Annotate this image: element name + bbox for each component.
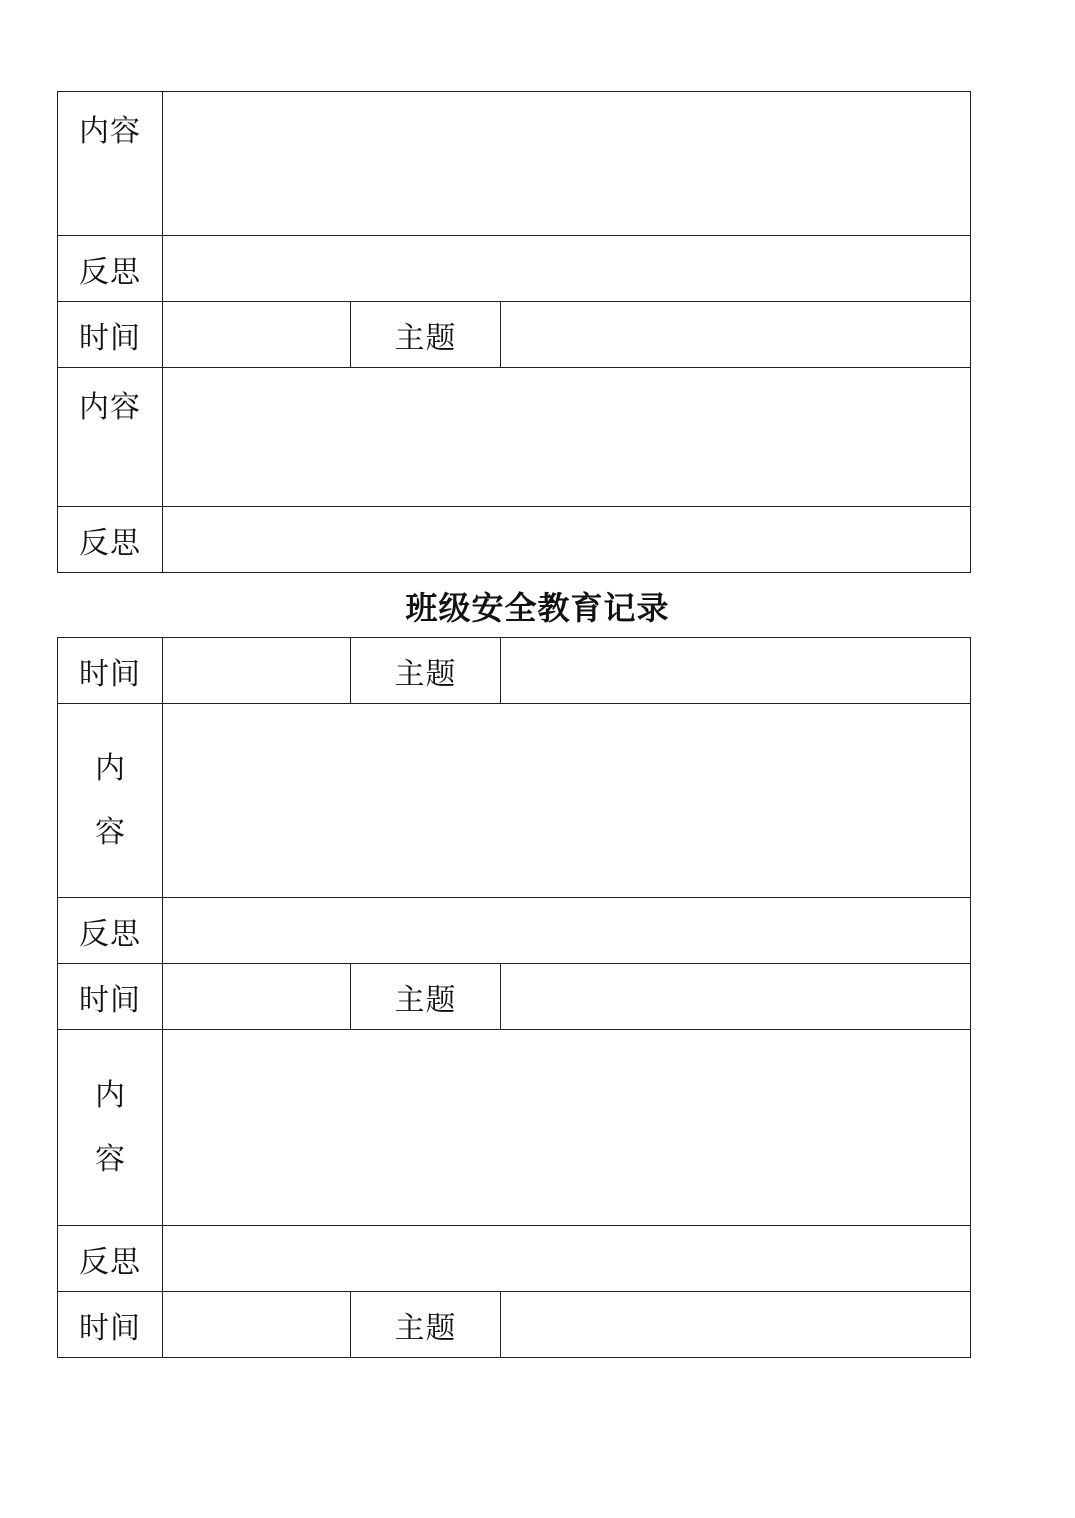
reflection-label: 反思 xyxy=(58,507,163,573)
content-field[interactable] xyxy=(163,92,971,236)
record-table-bottom xyxy=(57,637,971,1358)
content-label xyxy=(58,1030,163,1226)
content-label-char: 内 xyxy=(95,1077,125,1113)
reflection-field[interactable] xyxy=(163,898,971,964)
time-label: 时间 xyxy=(58,302,163,368)
time-field[interactable] xyxy=(163,638,351,704)
content-field[interactable] xyxy=(163,368,971,507)
topic-label: 主题 xyxy=(351,964,501,1030)
content-label: 内容 xyxy=(58,368,163,507)
reflection-label: 反思 xyxy=(58,1226,163,1292)
topic-field[interactable] xyxy=(501,638,971,704)
reflection-label: 反思 xyxy=(58,898,163,964)
time-field[interactable] xyxy=(163,1292,351,1358)
time-label: 时间 xyxy=(58,638,163,704)
content-label-char: 容 xyxy=(95,1141,125,1177)
content-label-char: 容 xyxy=(95,814,125,850)
content-field[interactable] xyxy=(163,1030,971,1226)
content-label: 内容 xyxy=(58,92,163,236)
reflection-field[interactable] xyxy=(163,507,971,573)
record-table-top xyxy=(57,91,971,573)
topic-label: 主题 xyxy=(351,1292,501,1358)
topic-field[interactable] xyxy=(501,1292,971,1358)
reflection-field[interactable] xyxy=(163,236,971,302)
content-field[interactable] xyxy=(163,704,971,898)
topic-label: 主题 xyxy=(351,638,501,704)
content-label-char: 内 xyxy=(95,750,125,786)
reflection-label: 反思 xyxy=(58,236,163,302)
document-title: 班级安全教育记录 xyxy=(405,589,670,627)
topic-label: 主题 xyxy=(351,302,501,368)
content-label xyxy=(58,704,163,898)
time-field[interactable] xyxy=(163,964,351,1030)
topic-field[interactable] xyxy=(501,302,971,368)
reflection-field[interactable] xyxy=(163,1226,971,1292)
time-field[interactable] xyxy=(163,302,351,368)
time-label: 时间 xyxy=(58,1292,163,1358)
topic-field[interactable] xyxy=(501,964,971,1030)
time-label: 时间 xyxy=(58,964,163,1030)
